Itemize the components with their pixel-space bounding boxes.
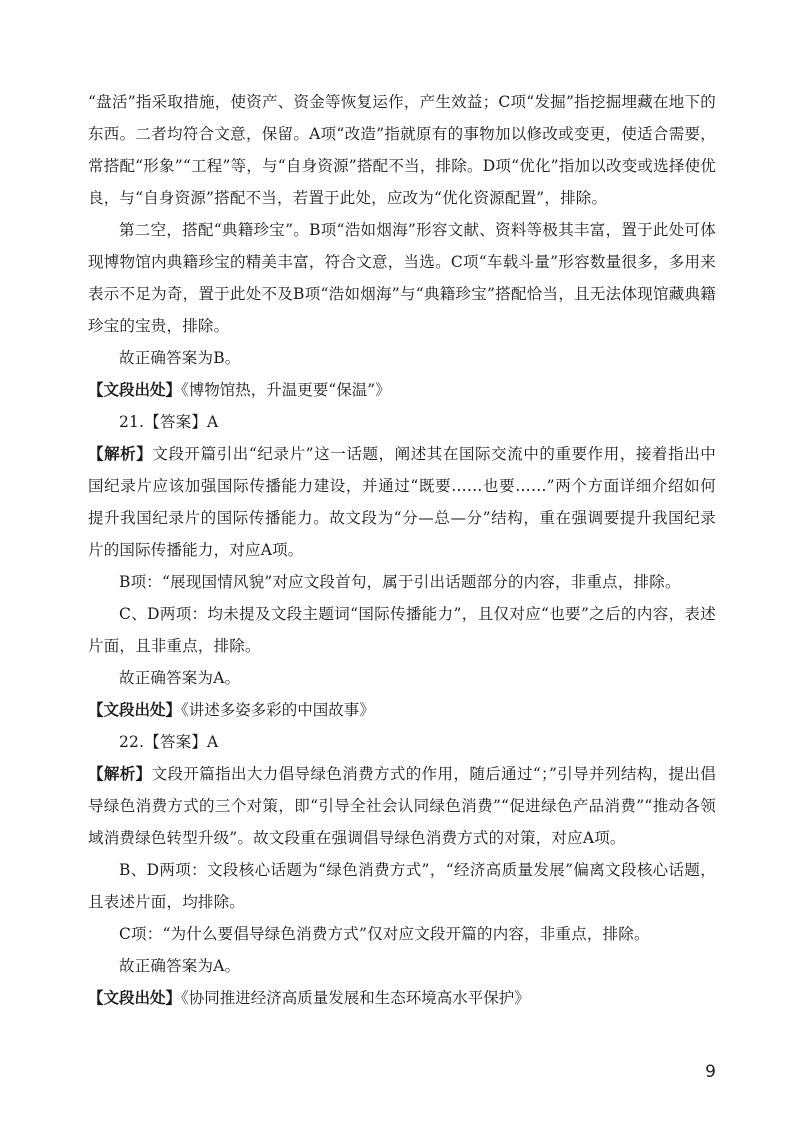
paragraph-text: 故正确答案为A。 — [119, 957, 241, 975]
analysis-21 — [88, 438, 716, 566]
answer-conclusion — [88, 950, 716, 982]
paragraph-text: 第二空，搭配“典籍珍宝”。B项“浩如烟海”形容文献、资料等极其丰富，置于此处可体现博物馆内典籍珍宝的精美丰富，符合文意，当选。C项“车载斗量”形容数量很多，多用来表示不足为奇，置于此处不及B项“浩如烟海”与“典籍珍宝”搭配恰当，且无法体现馆藏典籍珍宝的宝贵，排除。 — [88, 221, 716, 335]
source-label: 【文段出处】 — [88, 381, 182, 399]
paragraph-2 — [88, 214, 716, 342]
analysis-label: 【解析】 — [88, 445, 153, 463]
question-answer-21 — [88, 406, 716, 438]
analysis-22 — [88, 758, 716, 854]
source-line — [88, 374, 716, 406]
paragraph-text: 21.【答案】A — [119, 413, 219, 431]
paragraph-text: B、D两项：文段核心话题为“绿色消费方式”，“经济高质量发展”偏离文段核心话题，且表述片面，均排除。 — [88, 861, 716, 911]
paragraph-text: B项：“展现国情风貌”对应文段首句，属于引出话题部分的内容，非重点，排除。 — [119, 573, 681, 591]
option-cd-21 — [88, 598, 716, 662]
answer-conclusion — [88, 342, 716, 374]
source-label: 【文段出处】 — [88, 701, 182, 719]
option-b-21 — [88, 566, 716, 598]
source-line — [88, 694, 716, 726]
analysis-label: 【解析】 — [88, 765, 152, 783]
paragraph-text: C项：“为什么要倡导绿色消费方式”仅对应文段开篇的内容，非重点，排除。 — [119, 925, 650, 943]
paragraph-text: 故正确答案为A。 — [119, 669, 241, 687]
option-c-22 — [88, 918, 716, 950]
paragraph-text: 文段开篇引出“纪录片”这一话题，阐述其在国际交流中的重要作用，接着指出中国纪录片应该加强国际传播能力建设，并通过“既要……也要……”两个方面详细介绍如何提升我国纪录片的国际传播能力。故文段为“分—总—分”结构，重在强调要提升我国纪录片的国际传播能力，对应A项。 — [88, 445, 716, 559]
paragraph-text: 22.【答案】A — [119, 733, 219, 751]
question-answer-22 — [88, 726, 716, 758]
source-line — [88, 982, 716, 1014]
paragraph-text: C、D两项：均未提及文段主题词“国际传播能力”，且仅对应“也要”之后的内容，表述片面，且非重点，排除。 — [88, 605, 716, 655]
page-number: 9 — [705, 1062, 716, 1082]
option-bd-22 — [88, 854, 716, 918]
source-title: 《博物馆热，升温更要“保温”》 — [181, 381, 391, 399]
paragraph-text: 文段开篇指出大力倡导绿色消费方式的作用，随后通过“；”引导并列结构，提出倡导绿色消费方式的三个对策，即“引导全社会认同绿色消费”“促进绿色产品消费”“推动各领域消费绿色转型升级”。故文段重在强调倡导绿色消费方式的对策，对应A项。 — [88, 765, 716, 847]
paragraph-1 — [88, 86, 716, 214]
document-body — [88, 86, 716, 1014]
paragraph-text: 故正确答案为B。 — [119, 349, 241, 367]
answer-conclusion — [88, 662, 716, 694]
source-title: 《协同推进经济高质量发展和生态环境高水平保护》 — [181, 989, 530, 1007]
source-title: 《讲述多姿多彩的中国故事》 — [181, 701, 375, 719]
paragraph-text: “盘活”指采取措施，使资产、资金等恢复运作，产生效益；C项“发掘”指挖掘埋藏在地下的东西。二者均符合文意，保留。A项“改造”指就原有的事物加以修改或变更，使适合需要，常搭配“形象”“工程”等，与“自身资源”搭配不当，排除。D项“优化”指加以改变或选择使优良，与“自身资源”搭配不当，若置于此处，应改为“优化资源配置”，排除。 — [88, 93, 716, 207]
source-label: 【文段出处】 — [88, 989, 182, 1007]
